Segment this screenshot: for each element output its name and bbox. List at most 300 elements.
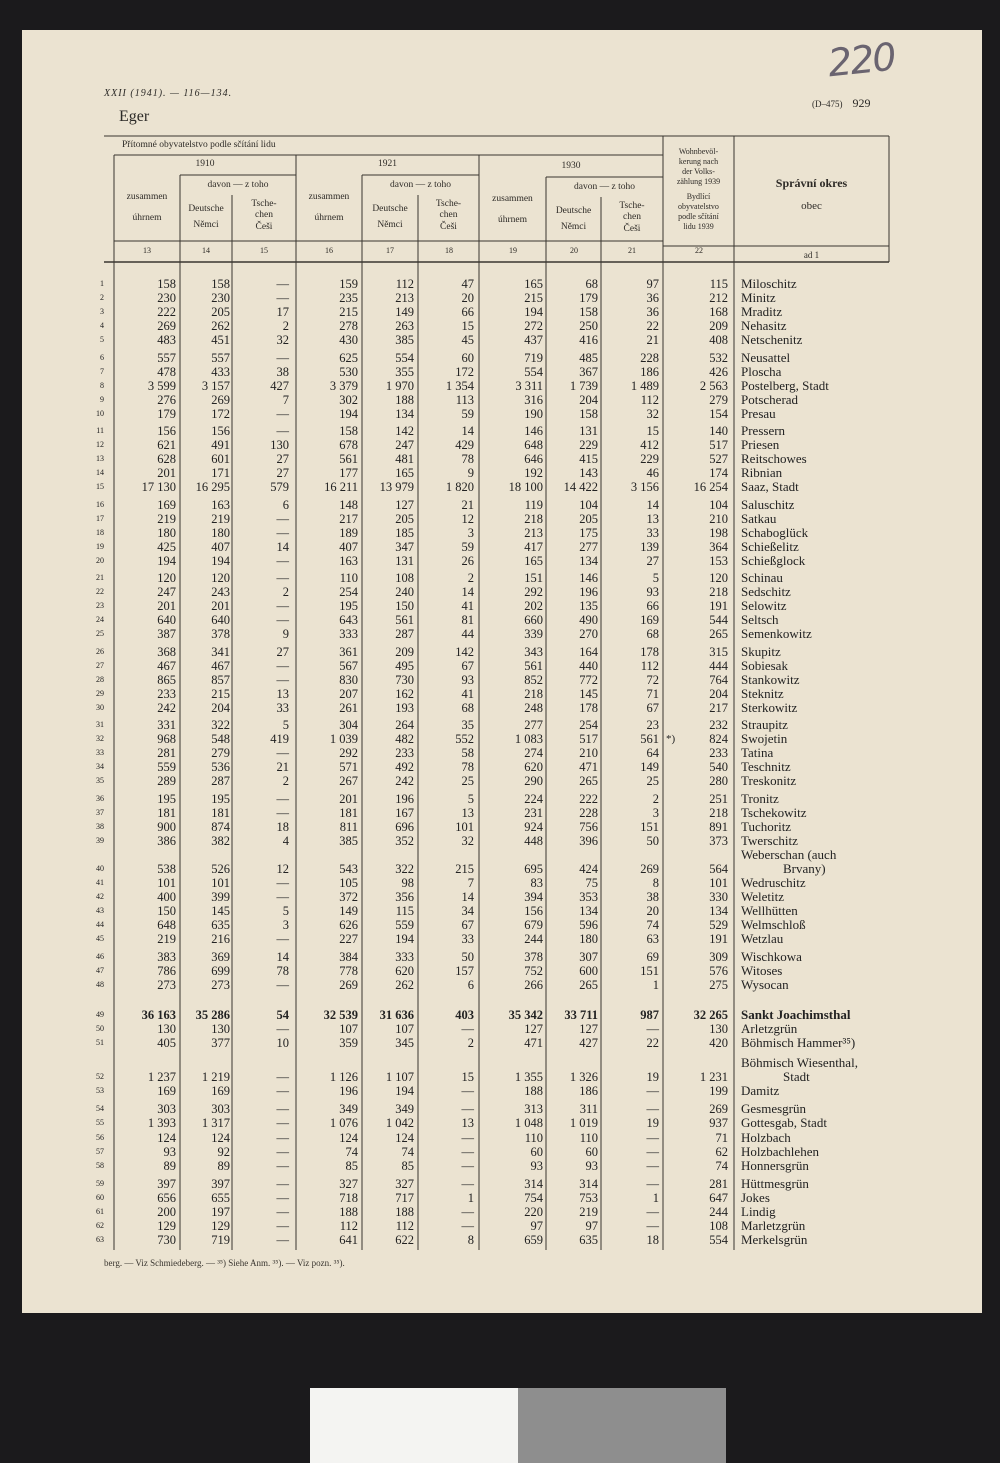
table-cell: 250 — [579, 319, 598, 334]
row-number: 49 — [96, 1009, 104, 1019]
table-cell: 517 — [579, 732, 598, 747]
table-cell: 14 — [646, 497, 659, 512]
row-number: 4 — [100, 321, 104, 331]
commune-name: Schaboglück — [741, 524, 809, 540]
table-cell: 567 — [339, 658, 358, 673]
nemci-label: Němci — [377, 219, 403, 230]
deutsche-label: Deutsche — [555, 206, 592, 216]
table-cell: 5 — [652, 571, 659, 585]
table-cell: 719 — [524, 350, 543, 365]
table-cell: 269 — [339, 977, 358, 992]
table-cell: 66 — [646, 599, 659, 614]
table-cell: 13 — [276, 686, 289, 701]
table-cell: — — [276, 977, 289, 992]
cesi-label: Češi — [623, 223, 641, 234]
table-cell: 273 — [211, 977, 230, 992]
table-cell: 5 — [467, 791, 474, 806]
commune-name: Teschnitz — [741, 759, 791, 775]
table-cell: 62 — [715, 1144, 728, 1159]
table-cell: 377 — [211, 1036, 230, 1050]
tschechen-label-2: chen — [255, 210, 273, 221]
table-cell: 341 — [211, 644, 230, 659]
table-cell: 251 — [709, 791, 728, 806]
table-cell: — — [276, 424, 289, 438]
row-number: 63 — [96, 1235, 104, 1245]
table-cell: 333 — [395, 949, 414, 964]
table-cell: 526 — [211, 861, 230, 876]
table-cell: 6 — [282, 497, 289, 512]
row-number: 9 — [100, 394, 104, 404]
table-cell: 382 — [211, 833, 230, 848]
table-cell: — — [276, 1233, 289, 1248]
table-cell: 124 — [211, 1130, 230, 1145]
table-cell: 178 — [640, 644, 659, 659]
row-number: 51 — [96, 1038, 104, 1047]
table-cell: 195 — [211, 791, 230, 806]
row-number: 17 — [96, 513, 104, 523]
table-cell: 97 — [646, 277, 659, 291]
table-cell: 242 — [157, 700, 176, 715]
table-cell: 643 — [339, 613, 358, 628]
table-cell: 483 — [157, 333, 176, 348]
total-head-1910 — [114, 191, 180, 225]
table-cell: 64 — [646, 746, 659, 761]
table-cell: — — [276, 1102, 289, 1117]
table-cell: 274 — [524, 746, 543, 761]
table-cell: 213 — [395, 291, 414, 306]
table-cell: 158 — [157, 277, 176, 291]
table-cell: 648 — [157, 918, 176, 933]
tschechen-head-1910 — [232, 199, 296, 233]
table-cell: 527 — [709, 452, 728, 467]
table-cell: 210 — [579, 746, 598, 761]
table-cell: 19 — [646, 1116, 659, 1131]
commune-name: Steknitz — [741, 685, 784, 701]
table-cell: 112 — [640, 658, 659, 673]
table-cell: 440 — [579, 658, 598, 673]
davon-1910: davon — z toho — [207, 180, 269, 190]
table-cell: — — [646, 1084, 659, 1099]
table-cell: 254 — [339, 585, 358, 600]
table-cell: 247 — [395, 438, 414, 453]
commune-name: Straupitz — [741, 717, 788, 732]
table-cell: 924 — [524, 819, 543, 834]
row-number: 46 — [96, 951, 104, 961]
table-cell: 219 — [579, 1205, 598, 1219]
column-number: 21 — [628, 246, 636, 255]
table-cell: 272 — [524, 319, 543, 334]
table-cell: 660 — [524, 613, 543, 628]
table-cell: 229 — [579, 438, 598, 453]
table-cell: 215 — [211, 686, 230, 701]
table-cell: 14 422 — [563, 480, 598, 495]
table-cell: 561 — [395, 613, 414, 628]
table-cell: 149 — [339, 904, 358, 919]
table-cell: 277 — [524, 718, 543, 732]
table-cell: 1 317 — [201, 1116, 230, 1131]
table-cell: 699 — [211, 963, 230, 978]
deutsche-head-1910 — [180, 203, 232, 232]
table-cell: 378 — [524, 949, 543, 964]
table-cell: 22 — [646, 1036, 659, 1050]
table-cell: 420 — [709, 1036, 728, 1050]
table-cell: 78 — [276, 963, 289, 978]
commune-name: Schinau — [741, 570, 783, 585]
row-number: 40 — [96, 863, 104, 873]
table-cell: 265 — [709, 627, 728, 642]
deutsche-head-1921 — [362, 203, 418, 232]
row-number: 19 — [96, 541, 104, 551]
table-cell: 205 — [395, 511, 414, 526]
table-cell: 196 — [579, 585, 598, 600]
table-cell: 3 — [282, 918, 289, 933]
table-cell: 424 — [579, 861, 598, 876]
table-cell: 180 — [579, 932, 598, 947]
commune-name: Wedruschitz — [741, 875, 806, 890]
table-cell: 397 — [211, 1176, 230, 1191]
table-cell: 433 — [211, 364, 230, 379]
table-cell: 112 — [339, 1219, 358, 1234]
table-cell: 59 — [461, 406, 474, 421]
table-cell: 387 — [157, 627, 176, 642]
table-cell: 179 — [579, 291, 598, 306]
table-cell: 311 — [579, 1102, 598, 1117]
column-number: 15 — [260, 246, 268, 255]
commune-name: Sterkowitz — [741, 699, 798, 715]
table-cell: 120 — [709, 571, 728, 585]
table-cell: 68 — [585, 277, 598, 291]
table-cell: 233 — [157, 686, 176, 701]
commune-name: Treskonitz — [741, 773, 797, 789]
footnote: berg. — Viz Schmiedeberg. — ³⁵) Siehe Anm. ³⁵). — Viz pozn. ³⁵). — [104, 1258, 345, 1268]
table-cell: — — [461, 1130, 474, 1145]
table-cell: 596 — [579, 918, 598, 933]
row-number: 25 — [96, 629, 104, 639]
table-cell: 396 — [579, 833, 598, 848]
table-cell: 129 — [211, 1219, 230, 1234]
table-cell: 2 — [282, 585, 289, 600]
table-cell: 32 — [461, 833, 474, 848]
table-cell: 426 — [709, 364, 728, 379]
table-cell: 163 — [339, 553, 358, 568]
table-cell: 194 — [157, 553, 176, 568]
table-cell: — — [461, 1205, 474, 1219]
table-cell: 1 326 — [569, 1070, 598, 1085]
group-title: Přítomné obyvatelstvo podle sčítání lidu — [122, 140, 276, 150]
table-cell: 548 — [211, 732, 230, 747]
table-cell: 13 979 — [379, 480, 414, 495]
wohn-label-8: lidu 1939 — [683, 222, 714, 231]
table-cell: 202 — [524, 599, 543, 614]
table-cell: — — [646, 1102, 659, 1117]
year-1921: 1921 — [378, 159, 397, 169]
table-cell: 186 — [579, 1084, 598, 1099]
column-number: 16 — [325, 246, 333, 255]
commune-name: Weberschan (auch — [741, 846, 837, 862]
table-cell: — — [276, 746, 289, 761]
table-cell: 67 — [646, 700, 659, 715]
table-cell: 32 — [646, 406, 659, 421]
commune-name: Potscherad — [741, 391, 799, 407]
table-cell: 134 — [579, 553, 598, 568]
table-cell: 263 — [395, 319, 414, 334]
table-cell: 269 — [709, 1102, 728, 1117]
table-cell: 3 157 — [201, 378, 230, 393]
table-cell: 659 — [524, 1233, 543, 1248]
commune-name: Witoses — [741, 962, 783, 978]
table-cell: 60 — [530, 1144, 543, 1159]
table-cell: 188 — [395, 1205, 414, 1219]
table-cell: 229 — [640, 452, 659, 467]
table-cell: 212 — [709, 291, 728, 306]
table-cell: 852 — [524, 672, 543, 687]
table-cell: 217 — [339, 511, 358, 526]
table-cell: 314 — [524, 1176, 543, 1191]
table-cell: 222 — [579, 791, 598, 806]
table-cell: 696 — [395, 819, 414, 834]
table-cell: 2 — [467, 571, 474, 585]
table-cell: 865 — [157, 672, 176, 687]
table-cell: 18 100 — [508, 480, 543, 495]
table-cell: 41 — [461, 686, 474, 701]
name-column-ref: ad 1 — [803, 250, 820, 260]
table-cell: 189 — [339, 525, 358, 540]
table-cell: — — [276, 876, 289, 890]
row-number: 45 — [96, 934, 104, 944]
table-cell: 124 — [157, 1130, 176, 1145]
row-number: 30 — [96, 702, 104, 712]
table-cell: 108 — [395, 571, 414, 585]
commune-name: Wischkowa — [741, 948, 802, 964]
commune-name: Gesmesgrün — [741, 1101, 806, 1117]
table-cell: 72 — [646, 672, 659, 687]
table-cell: 33 — [276, 700, 289, 715]
commune-name: Sedschitz — [741, 584, 791, 600]
table-cell: 195 — [339, 599, 358, 614]
nemci-label: Němci — [560, 221, 587, 232]
table-cell: 124 — [339, 1130, 358, 1145]
commune-name: Jokes — [741, 1189, 770, 1205]
table-cell: 14 — [276, 539, 289, 554]
table-cell: 149 — [395, 305, 414, 320]
table-cell: 269 — [211, 392, 230, 407]
year-1910: 1910 — [195, 159, 215, 169]
table-cell: 146 — [579, 571, 598, 585]
table-cell: 74 — [401, 1144, 414, 1159]
table-cell: 309 — [709, 949, 728, 964]
table-cell: 471 — [524, 1036, 543, 1050]
row-number: 26 — [96, 646, 104, 656]
row-number: 62 — [96, 1221, 104, 1231]
table-cell: 153 — [709, 553, 728, 568]
table-cell: 416 — [579, 333, 598, 348]
cesi-label: Češi — [255, 221, 273, 232]
column-number: 19 — [509, 246, 517, 255]
table-cell: 532 — [709, 350, 728, 365]
table-cell: 679 — [524, 918, 543, 933]
table-cell: 27 — [276, 466, 289, 481]
table-cell: 207 — [339, 686, 358, 701]
table-cell: 12 — [276, 861, 289, 876]
commune-name: Böhmisch Wiesenthal, — [741, 1055, 858, 1071]
table-cell: 181 — [339, 805, 358, 820]
commune-name: Sobiesak — [741, 657, 788, 673]
table-cell: 373 — [709, 833, 728, 848]
total-label-1: zusammen — [308, 192, 350, 202]
table-cell: 174 — [709, 466, 728, 481]
table-cell: 107 — [395, 1021, 414, 1036]
table-cell: — — [276, 890, 289, 905]
table-cell: 168 — [709, 305, 728, 320]
table-cell: 188 — [395, 392, 414, 407]
table-cell: 112 — [395, 1219, 414, 1234]
table-cell: 400 — [157, 890, 176, 905]
table-cell: 467 — [211, 658, 230, 673]
table-cell: 222 — [157, 305, 176, 320]
table-cell: 1 107 — [385, 1070, 414, 1085]
table-cell: 14 — [461, 890, 474, 905]
row-number: 57 — [96, 1146, 104, 1156]
table-cell: 425 — [157, 539, 176, 554]
table-cell: 287 — [395, 627, 414, 642]
table-cell: 27 — [276, 452, 289, 467]
table-cell: 127 — [524, 1021, 543, 1036]
table-cell: 205 — [579, 511, 598, 526]
table-cell: 93 — [585, 1158, 598, 1173]
wohn-label-4: zählung 1939 — [676, 177, 721, 186]
table-cell: 110 — [339, 571, 358, 585]
table-cell: 529 — [709, 918, 728, 933]
table-cell: — — [276, 571, 289, 585]
commune-name: Böhmisch Hammer³⁵) — [741, 1035, 856, 1050]
table-cell: 36 — [646, 305, 659, 320]
column-number: 18 — [445, 246, 453, 255]
table-cell: 427 — [579, 1036, 598, 1050]
table-cell: 1 042 — [385, 1116, 414, 1131]
table-cell: 717 — [395, 1190, 414, 1205]
table-cell: 93 — [461, 672, 474, 687]
table-cell: 278 — [339, 319, 358, 334]
table-cell: 9 — [282, 627, 289, 642]
table-cell: 74 — [715, 1158, 728, 1173]
table-cell: 269 — [640, 861, 659, 876]
table-cell: 22 — [646, 319, 659, 334]
row-number: 8 — [100, 380, 104, 390]
table-cell: 394 — [524, 890, 543, 905]
table-cell: 181 — [157, 805, 176, 820]
table-cell: 753 — [579, 1190, 598, 1205]
commune-name: Tatina — [741, 745, 774, 761]
commune-name: Wysocan — [741, 976, 789, 992]
table-cell: 561 — [524, 658, 543, 673]
table-cell: 140 — [709, 424, 728, 438]
table-cell: — — [276, 553, 289, 568]
table-cell: 655 — [211, 1190, 230, 1205]
commune-name: Honnersgrün — [741, 1157, 809, 1173]
row-number: 41 — [96, 878, 104, 887]
table-cell: 579 — [270, 480, 289, 495]
row-number: 36 — [96, 793, 104, 803]
table-cell: 228 — [640, 350, 659, 365]
table-cell: 205 — [211, 305, 230, 320]
commune-name: Saaz, Stadt — [741, 479, 799, 495]
table-cell: 209 — [395, 644, 414, 659]
commune-name: Presau — [741, 405, 776, 421]
table-cell: 290 — [524, 774, 543, 789]
table-cell: 678 — [339, 438, 358, 453]
row-number: 43 — [96, 906, 104, 916]
table-cell: 695 — [524, 861, 543, 876]
commune-name: Swojetin — [741, 731, 788, 747]
table-cell: — — [461, 1219, 474, 1234]
table-cell: 58 — [461, 746, 474, 761]
table-cell: 368 — [157, 644, 176, 659]
commune-name: Priesen — [741, 437, 780, 453]
table-cell: 279 — [709, 392, 728, 407]
commune-name: Stankowitz — [741, 671, 800, 687]
row-number: 2 — [100, 293, 104, 303]
table-cell: 38 — [646, 890, 659, 905]
table-cell: 135 — [579, 599, 598, 614]
table-cell: 32 265 — [693, 1007, 728, 1022]
commune-name: Neusattel — [741, 349, 791, 365]
table-cell: — — [276, 350, 289, 365]
table-cell: 165 — [395, 466, 414, 481]
total-label-1: zusammen — [126, 192, 168, 202]
table-cell: 220 — [524, 1205, 543, 1219]
table-cell: 384 — [339, 949, 358, 964]
table-cell: — — [276, 1190, 289, 1205]
table-cell: 151 — [524, 571, 543, 585]
table-cell: — — [276, 932, 289, 947]
row-number: 38 — [96, 821, 104, 831]
table-cell: — — [276, 599, 289, 614]
table-cell: 15 — [461, 319, 474, 334]
commune-name: Wellhütten — [741, 903, 798, 919]
table-cell: 561 — [339, 452, 358, 467]
year-1930: 1930 — [561, 161, 581, 171]
table-cell: 230 — [211, 291, 230, 306]
column-number: 17 — [386, 246, 394, 255]
table-cell: 2 — [282, 774, 289, 789]
table-cell: 752 — [524, 963, 543, 978]
table-cell: 172 — [455, 364, 474, 379]
table-cell: 1 083 — [514, 732, 543, 747]
table-cell: 1 126 — [329, 1070, 358, 1085]
table-cell: 275 — [709, 977, 728, 992]
table-cell: 262 — [395, 977, 414, 992]
table-cell: 78 — [461, 760, 474, 775]
commune-name: Gottesgab, Stadt — [741, 1115, 827, 1131]
table-cell: 19 — [646, 1070, 659, 1085]
row-number: 21 — [96, 573, 104, 582]
row-number: 42 — [96, 892, 104, 902]
table-cell: 266 — [524, 977, 543, 992]
table-cell: — — [276, 511, 289, 526]
table-cell: 233 — [709, 746, 728, 761]
commune-name: Schießelitz — [741, 538, 799, 554]
row-number: 50 — [96, 1023, 104, 1033]
table-cell: 264 — [395, 718, 414, 732]
table-cell: 204 — [579, 392, 598, 407]
row-number: 11 — [96, 426, 104, 435]
row-number: 48 — [96, 979, 104, 989]
table-cell: 27 — [276, 644, 289, 659]
commune-name: Marletzgrün — [741, 1218, 806, 1234]
table-cell: 289 — [157, 774, 176, 789]
table-cell: 219 — [157, 511, 176, 526]
table-cell: 188 — [339, 1205, 358, 1219]
